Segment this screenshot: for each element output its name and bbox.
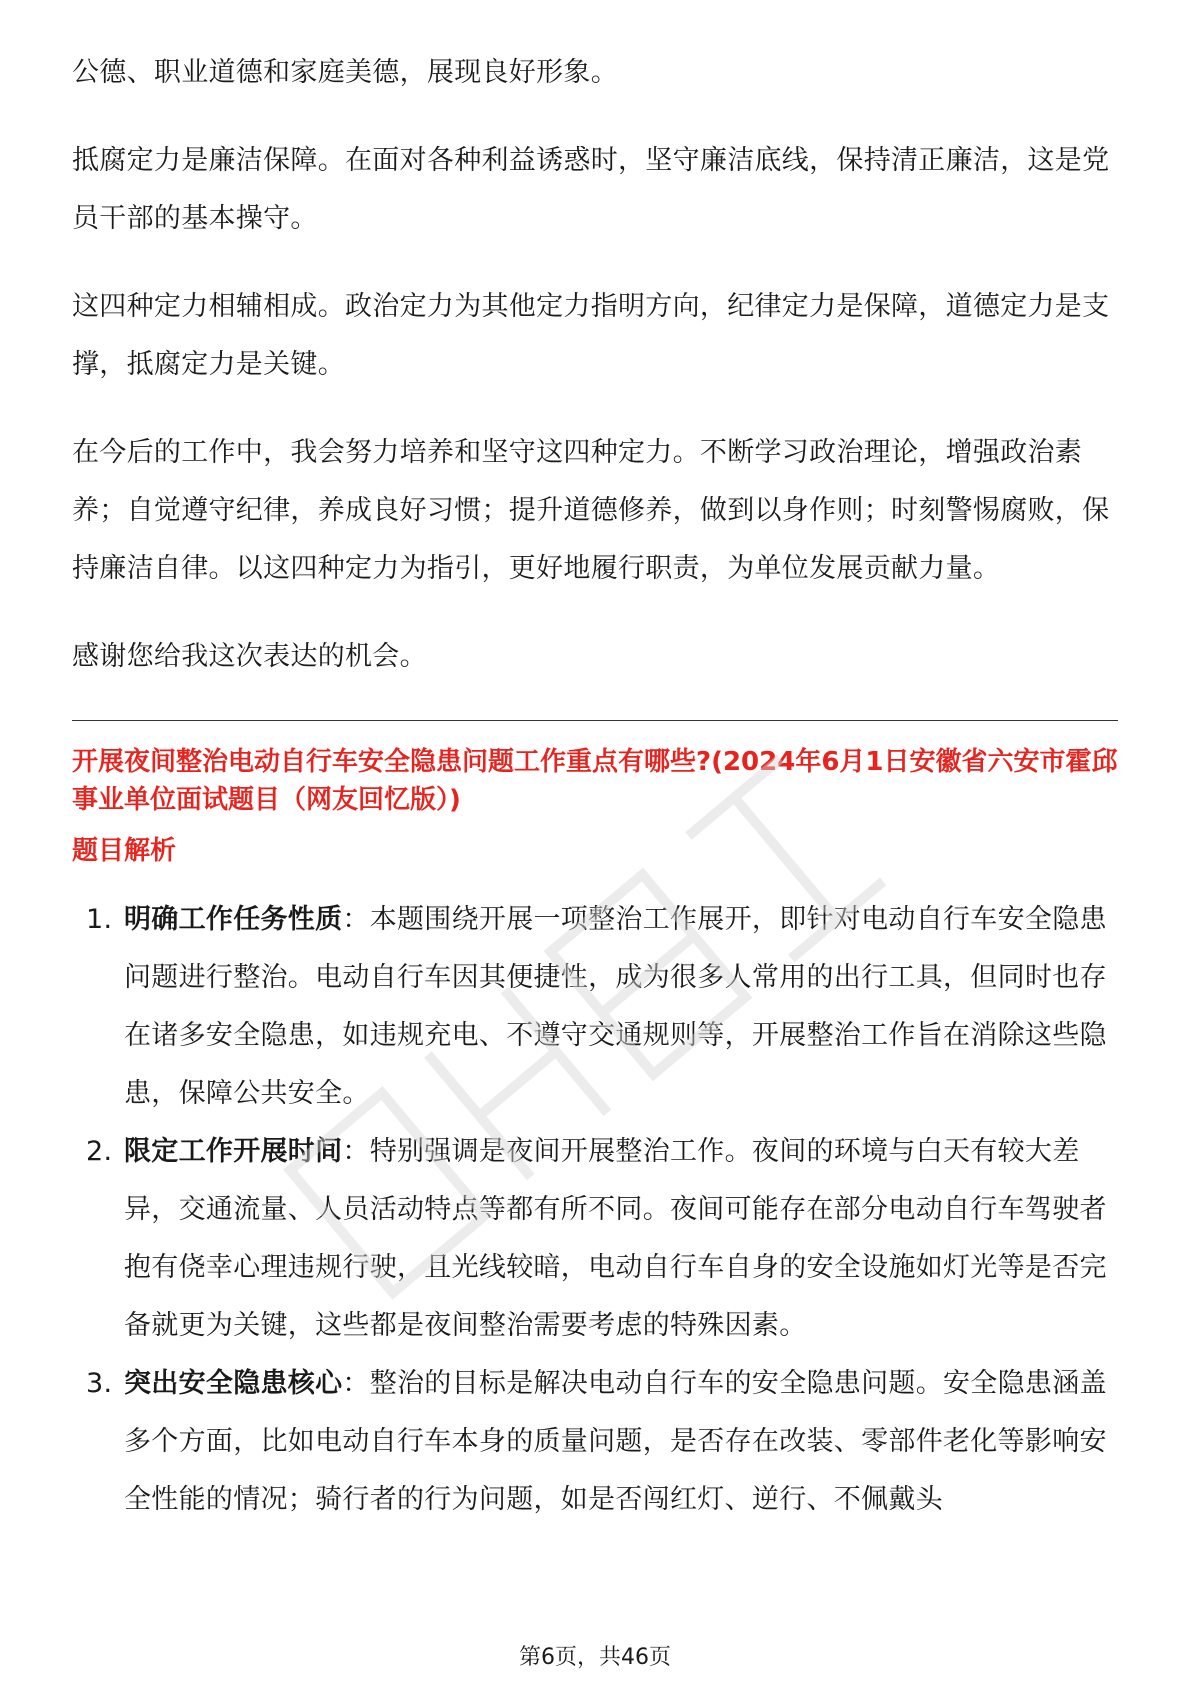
list-number: 1. xyxy=(86,904,113,935)
section-divider xyxy=(72,720,1118,721)
list-item-body: ：整治的目标是解决电动自行车的安全隐患问题。安全隐患涵盖多个方面，比如电动自行车本身的质量问题，是否存在改装、零部件老化等影响安全性能的情况；骑行者的行为问题，如是否闯红灯、逆行、不佩戴头 xyxy=(124,1368,1107,1515)
list-item-body: ：特别强调是夜间开展整治工作。夜间的环境与白天有较大差异，交通流量、人员活动特点等都有所不同。夜间可能存在部分电动自行车驾驶者抱有侥幸心理违规行驶，且光线较暗，电动自行车自身的安全设施如灯光等是否完备就更为关键，这些都是夜间整治需要考虑的特殊因素。 xyxy=(124,1136,1107,1341)
list-item xyxy=(72,891,1118,1123)
paragraph: 抵腐定力是廉洁保障。在面对各种利益诱惑时，坚守廉洁底线，保持清正廉洁，这是党员干部的基本操守。 xyxy=(72,145,1110,234)
paragraph: 这四种定力相辅相成。政治定力为其他定力指明方向，纪律定力是保障，道德定力是支撑，抵腐定力是关键。 xyxy=(72,291,1110,380)
paragraph: 在今后的工作中，我会努力培养和坚守这四种定力。不断学习政治理论，增强政治素养；自觉遵守纪律，养成良好习惯；提升道德修养，做到以身作则；时刻警惕腐败，保持廉洁自律。以这四种定力为指引，更好地履行职责，为单位发展贡献力量。 xyxy=(72,437,1110,584)
paragraph: 感谢您给我这次表达的机会。 xyxy=(72,641,427,672)
list-item-heading: 突出安全隐患核心 xyxy=(124,1368,343,1399)
list-item-body: ：本题围绕开展一项整治工作展开，即针对电动自行车安全隐患问题进行整治。电动自行车因其便捷性，成为很多人常用的出行工具，但同时也存在诸多安全隐患，如违规充电、不遵守交通规则等，开展整治工作旨在消除这些隐患，保障公共安全。 xyxy=(124,904,1107,1109)
list-item-heading: 限定工作开展时间 xyxy=(124,1136,343,1167)
page-footer: 第6页，共46页 xyxy=(519,1645,671,1670)
list-number: 2. xyxy=(86,1136,113,1167)
question-title: 开展夜间整治电动自行车安全隐患问题工作重点有哪些?(2024年6月1日安徽省六安市霍邱事业单位面试题目（网友回忆版）) xyxy=(72,747,1118,815)
page-content xyxy=(72,44,1118,1529)
paragraph: 公德、职业道德和家庭美德，展现良好形象。 xyxy=(72,57,618,88)
list-item-heading: 明确工作任务性质 xyxy=(124,904,343,935)
analysis-label: 题目解析 xyxy=(72,836,177,866)
list-number: 3. xyxy=(86,1368,113,1399)
list-item xyxy=(72,1355,1118,1529)
analysis-list xyxy=(72,891,1118,1529)
list-item xyxy=(72,1123,1118,1355)
